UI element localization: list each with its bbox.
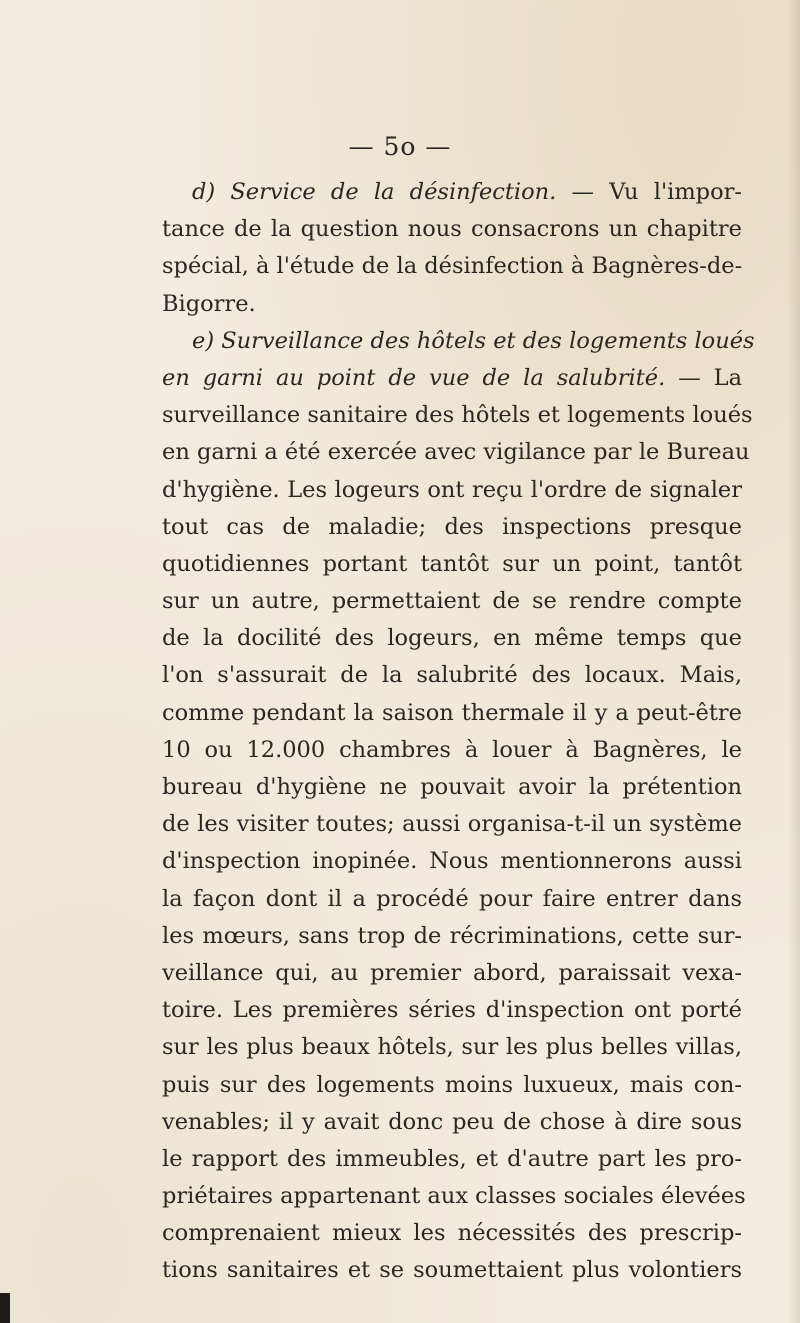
text-line: de les visiter toutes; aussi organisa-t-il un système: [162, 811, 742, 838]
text-line: bureau d'hygiène ne pouvait avoir la prétention: [162, 774, 742, 800]
section-d-heading: d) Service de la désinfection.: [192, 179, 557, 205]
text-run: — Vu l'impor-: [571, 179, 742, 205]
body-text: [162, 174, 755, 1290]
text-line: sur les plus beaux hôtels, sur les plus belles villas,: [162, 1034, 742, 1061]
text-line: quotidiennes portant tantôt sur un point, tantôt: [162, 550, 742, 577]
text-line: tout cas de maladie; des inspections presque: [162, 513, 742, 540]
page-number: — 5o —: [348, 132, 452, 161]
text-line: les mœurs, sans trop de récriminations, cette sur-: [162, 922, 742, 949]
text-line: d'inspection inopinée. Nous mentionnerons aussi: [162, 848, 742, 875]
text-line: le rapport des immeubles, et d'autre part les pro-: [162, 1145, 742, 1172]
text-line: en garni a été exercée avec vigilance par le Bureau: [162, 439, 750, 466]
text-line: venables; il y avait donc peu de chose à dire sous: [162, 1108, 742, 1135]
text-line: comme pendant la saison thermale il y a peut-être: [162, 699, 742, 726]
scan-corner-mark: [0, 1293, 10, 1323]
text-line: sur un autre, permettaient de se rendre compte: [162, 588, 742, 615]
text-line: veillance qui, au premier abord, paraissait vexa-: [162, 959, 742, 986]
text-line: Bigorre.: [162, 290, 256, 317]
text-line: toire. Les premières séries d'inspection ont porté: [162, 997, 742, 1024]
text-line: l'on s'assurait de la salubrité des locaux. Mais,: [162, 662, 742, 689]
text-line: spécial, à l'étude de la désinfection à Bagnères-de-: [162, 253, 743, 280]
text-line: d'hygiène. Les logeurs ont reçu l'ordre de signaler: [162, 476, 742, 503]
text-run: — La: [678, 364, 742, 391]
paragraph-e-second-line: [162, 360, 742, 397]
text-line: puis sur des logements moins luxueux, mais con-: [162, 1071, 742, 1098]
text-line: surveillance sanitaire des hôtels et logements loués: [162, 402, 753, 429]
text-line: la façon dont il a procédé pour faire entrer dans: [162, 885, 742, 912]
text-line: tance de la question nous consacrons un chapitre: [162, 216, 742, 243]
page-edge-shadow: [788, 0, 800, 1323]
paragraph-d-first-line: [162, 174, 742, 211]
text-line: 10 ou 12.000 chambres à louer à Bagnères, le: [162, 736, 742, 763]
text-line: comprenaient mieux les nécessités des prescrip-: [162, 1220, 742, 1247]
text-line: priétaires appartenant aux classes sociales élevées: [162, 1183, 746, 1210]
text-line: tions sanitaires et se soumettaient plus volontiers: [162, 1257, 742, 1284]
section-e-heading-line2: en garni au point de vue de la salubrité.: [162, 364, 666, 391]
text-line: de la docilité des logeurs, en même temps que: [162, 625, 742, 652]
section-e-heading-line1: e) Surveillance des hôtels et des logements loués: [192, 327, 755, 354]
